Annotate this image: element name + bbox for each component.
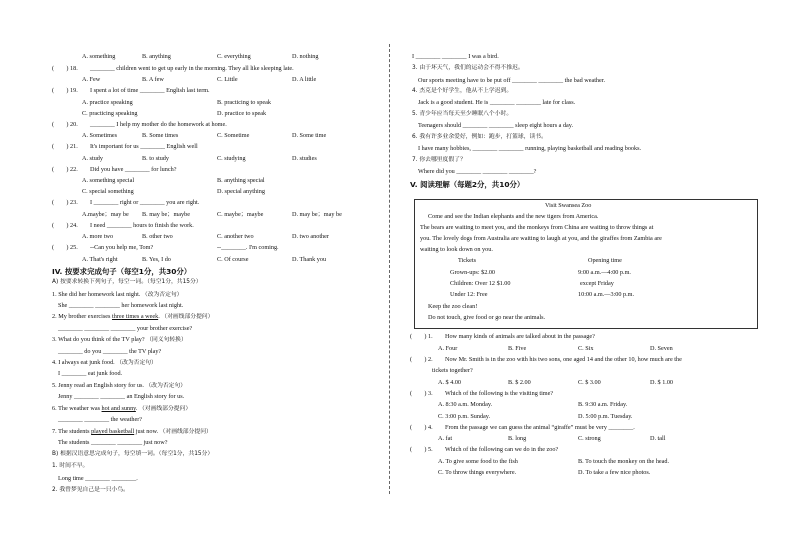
question-number: ( ) 2. (410, 356, 433, 363)
passage-line: you. The lovely dogs from Australia are waiting to laugh at you, and the giraffes from Zambia are (420, 235, 662, 242)
exercise-note: （对画线部分提问） (161, 314, 214, 320)
column-divider (389, 44, 390, 494)
passage-line: The bears are waiting to meet you, and the monkeys from China are waiting to throw things at (420, 224, 654, 231)
option: B. Some times (142, 132, 179, 139)
option: D. may be；may be (292, 211, 342, 218)
part-heading: B) 根据汉语意思完成句子，每空填一词。（每空1分，共15分） (52, 451, 214, 457)
question-stem: I need ________ hours to finish the work. (90, 222, 194, 229)
option: C. maybe；maybe (217, 211, 264, 218)
option: C. strong (578, 435, 601, 442)
option: A.maybe；may be (82, 211, 129, 218)
section-heading: V. 阅读理解（每题2分，共10分） (410, 180, 525, 189)
option: C. studying (217, 155, 246, 162)
exercise-answer: ________ ________ ________ your brother exercise? (58, 325, 193, 332)
exercise-answer: Jenny ________ ________ an English story for us. (58, 393, 185, 400)
option: B. practicing to speak (217, 99, 271, 106)
passage-line: waiting to look down on you. (420, 246, 493, 253)
option: B. Yes, I do (142, 256, 171, 263)
table-header-tickets: Tickets (458, 257, 476, 264)
option: D. A little (292, 76, 317, 83)
option: C. $ 3.00 (578, 379, 601, 386)
question-stem: Which of the following is the visiting time? (445, 390, 554, 397)
question-number: ( ) 23. (52, 199, 78, 206)
question-number: ( ) 21. (52, 143, 78, 150)
ticket-price: Under 12: Free (450, 291, 488, 298)
exercise-answer: Our sports meeting have to be put off ________ ________ the bad weather. (418, 77, 606, 84)
exercise-answer: I ________ eat junk food. (58, 370, 123, 377)
option: D. $ 1.00 (650, 379, 674, 386)
question-reply: --________. I'm coming. (217, 244, 279, 251)
option: D. 5:00 p.m. Tuesday. (578, 413, 633, 420)
exercise-note: （改为否定句） (145, 383, 187, 389)
option: C. everything (217, 53, 251, 60)
passage-line: Come and see the Indian elephants and the new tigers from America. (428, 213, 599, 220)
section-heading: IV. 按要求完成句子（每空1分，共30分） (52, 267, 192, 276)
option: A. Four (438, 345, 458, 352)
option: A. fat (438, 435, 453, 442)
option: C. practicing speaking (82, 110, 138, 117)
question-stem: It's important for us ________ English well (90, 143, 198, 150)
option: A. 8:30 a.m. Monday. (438, 401, 493, 408)
option: B. A few (142, 76, 164, 83)
opening-hours: except Friday (580, 280, 614, 287)
question-stem: Which of the following can we do in the zoo? (445, 446, 559, 453)
question-stem: From the passage we can guess the animal “giraffe” must be very ________. (445, 424, 635, 431)
chinese-prompt: 1. 时间不早。 (52, 463, 89, 469)
exercise-sentence: 3. What do you think of the TV play? （同义句转换） (52, 336, 187, 343)
option: B. long (508, 435, 527, 442)
option: D. nothing (292, 53, 319, 60)
exercise-answer: I have many hobbies, ________ ________ running, playing basketball and reading books. (418, 145, 642, 152)
option: D. Thank you (292, 256, 327, 263)
exercise-answer: Jack is a good student. He is ________ ________ late for class. (418, 99, 576, 106)
question-number: ( ) 3. (410, 390, 433, 397)
option: D. special anything (217, 188, 265, 195)
exercise-note: （改为否定句） (141, 292, 183, 298)
option: B. anything special (217, 177, 265, 184)
opening-hours: 9:00 a.m.—4:00 p.m. (578, 269, 631, 276)
question-stem-cont: tickets together? (432, 367, 473, 374)
option: D. Seven (650, 345, 673, 352)
option: C. To throw things everywhere. (438, 469, 517, 476)
chinese-prompt: 6. 我有许多业余爱好，例如：跑步，打篮球，读书。 (412, 134, 547, 140)
option: C. Of course (217, 256, 249, 263)
option: B. anything (142, 53, 171, 60)
ticket-price: Children: Over 12 $1.00 (450, 280, 511, 287)
table-header-hours: Opening time (588, 257, 622, 264)
option: D. To take a few nice photos. (578, 469, 651, 476)
option: A. study (82, 155, 103, 162)
exercise-sentence: 2. My brother exercises three times a week. （对画线部分提问） (52, 313, 214, 320)
option: B. Five (508, 345, 527, 352)
option: D. Some time (292, 132, 327, 139)
option: A. something special (82, 177, 135, 184)
question-number: ( ) 5. (410, 446, 433, 453)
option: C. Six (578, 345, 594, 352)
question-stem: I spent a lot of time ________ English last term. (90, 87, 210, 94)
exercise-sentence: 5. Jenny read an English story for us. （改为否定句） (52, 382, 187, 389)
option: B. $ 2.00 (508, 379, 531, 386)
option: B. to study (142, 155, 169, 162)
exercise-answer: Where did you ________ ________ ________? (418, 168, 537, 175)
exercise-answer: I ________ ________ I was a bird. (412, 53, 499, 60)
option: B. other two (142, 233, 173, 240)
exercise-answer: The students ________ ________ just now? (58, 439, 168, 446)
option: D. practice to speak (217, 110, 267, 117)
exercise-answer: She ________ ________ her homework last night. (58, 302, 184, 309)
opening-hours: 10:00 a.m.—3:00 p.m. (578, 291, 635, 298)
chinese-prompt: 4. 杰克是个好学生，他从不上学迟到。 (412, 88, 513, 94)
question-stem: Did you have ________ for lunch? (90, 166, 177, 173)
option: A. That's right (82, 256, 118, 263)
option: D. two another (292, 233, 329, 240)
option: A. To give some food to the fish (438, 458, 518, 465)
exercise-note: （同义句转换） (146, 337, 187, 343)
question-stem: --Can you help me, Tom? (90, 244, 154, 251)
chinese-prompt: 3. 由于坏天气，我们的运动会不得不推迟。 (412, 65, 524, 71)
underlined-phrase: played basketball (91, 428, 135, 435)
option: C. 3:00 p.m. Sunday. (438, 413, 491, 420)
exercise-answer: ________ do you ________ the TV play? (58, 348, 162, 355)
question-stem: ________ children went to get up early in the morning. They all like sleeping late. (90, 65, 294, 72)
option: D. studies (292, 155, 317, 162)
option: B. may be；maybe (142, 211, 190, 218)
exercise-question: 1. She did her homework last night. (52, 291, 141, 298)
option: A. practice speaking (82, 99, 133, 106)
ticket-price: Grown-ups: $2.00 (450, 269, 496, 276)
option: A. more two (82, 233, 114, 240)
exercise-note: （改为否定句） (116, 360, 157, 366)
exercise-note: （对画线部分提问） (138, 406, 192, 412)
option: A. $ 4.00 (438, 379, 462, 386)
question-number: ( ) 4. (410, 424, 433, 431)
exercise-note: （对画线部分提问） (159, 429, 212, 435)
exercise-sentence: 4. I always eat junk food. （改为否定句） (52, 359, 157, 366)
passage-line: Keep the zoo clean! (428, 303, 478, 310)
exercise-sentence: 6. The weather was hot and sunny. （对画线部分提问） (52, 405, 192, 412)
exercise-answer: Teenagers should ________ ________ sleep eight hours a day. (418, 122, 574, 129)
chinese-prompt: 2. 我曾梦见自己是一只小鸟。 (52, 487, 129, 493)
underlined-phrase: hot and sunny (101, 405, 136, 412)
option: B. 9:30 a.m. Friday. (578, 401, 628, 408)
chinese-prompt: 7. 你去哪里度假了？ (412, 157, 466, 163)
chinese-prompt: 5. 青少年应当每天至少睡眠八个小时。 (412, 111, 513, 117)
passage-title: Visit Swansea Zoo (545, 202, 592, 209)
question-number: ( ) 22. (52, 166, 78, 173)
option: A. something (82, 53, 116, 60)
underlined-phrase: three times a week (111, 313, 159, 320)
exercise-sentence: 7. The students played basketball just now. （对画线部分提问） (52, 428, 212, 435)
passage-line: Do not touch, give food or go near the animals. (428, 314, 546, 321)
option: C. Sometime (217, 132, 250, 139)
option: A. Sometimes (82, 132, 118, 139)
question-number: ( ) 18. (52, 65, 78, 72)
option: C. Little (217, 76, 238, 83)
exercise-sentence (52, 292, 182, 299)
option: C. special something (82, 188, 134, 195)
question-stem: How many kinds of animals are talked about in the passage? (445, 333, 595, 340)
question-number: ( ) 24. (52, 222, 78, 229)
question-number: ( ) 20. (52, 121, 78, 128)
exercise-answer: ________ ________ the weather? (58, 416, 143, 423)
part-heading: A) 按要求转换下列句子，每空一词。（每空1分，共15分） (52, 279, 202, 285)
option: D. tall (650, 435, 666, 442)
option: B. To touch the monkey on the head. (578, 458, 670, 465)
question-number: ( ) 19. (52, 87, 78, 94)
exercise-answer: Long time ________ ________. (58, 475, 138, 482)
question-number: ( ) 1. (410, 333, 433, 340)
question-number: ( ) 25. (52, 244, 78, 251)
option: C. another two (217, 233, 254, 240)
question-stem: Now Mr. Smith is in the zoo with his two sons, one aged 14 and the other 10, how much are the (445, 356, 682, 363)
question-stem: I ________ right or ________ you are right. (90, 199, 200, 206)
option: A. Few (82, 76, 101, 83)
question-stem: ________ I help my mother do the homework at home. (90, 121, 227, 128)
